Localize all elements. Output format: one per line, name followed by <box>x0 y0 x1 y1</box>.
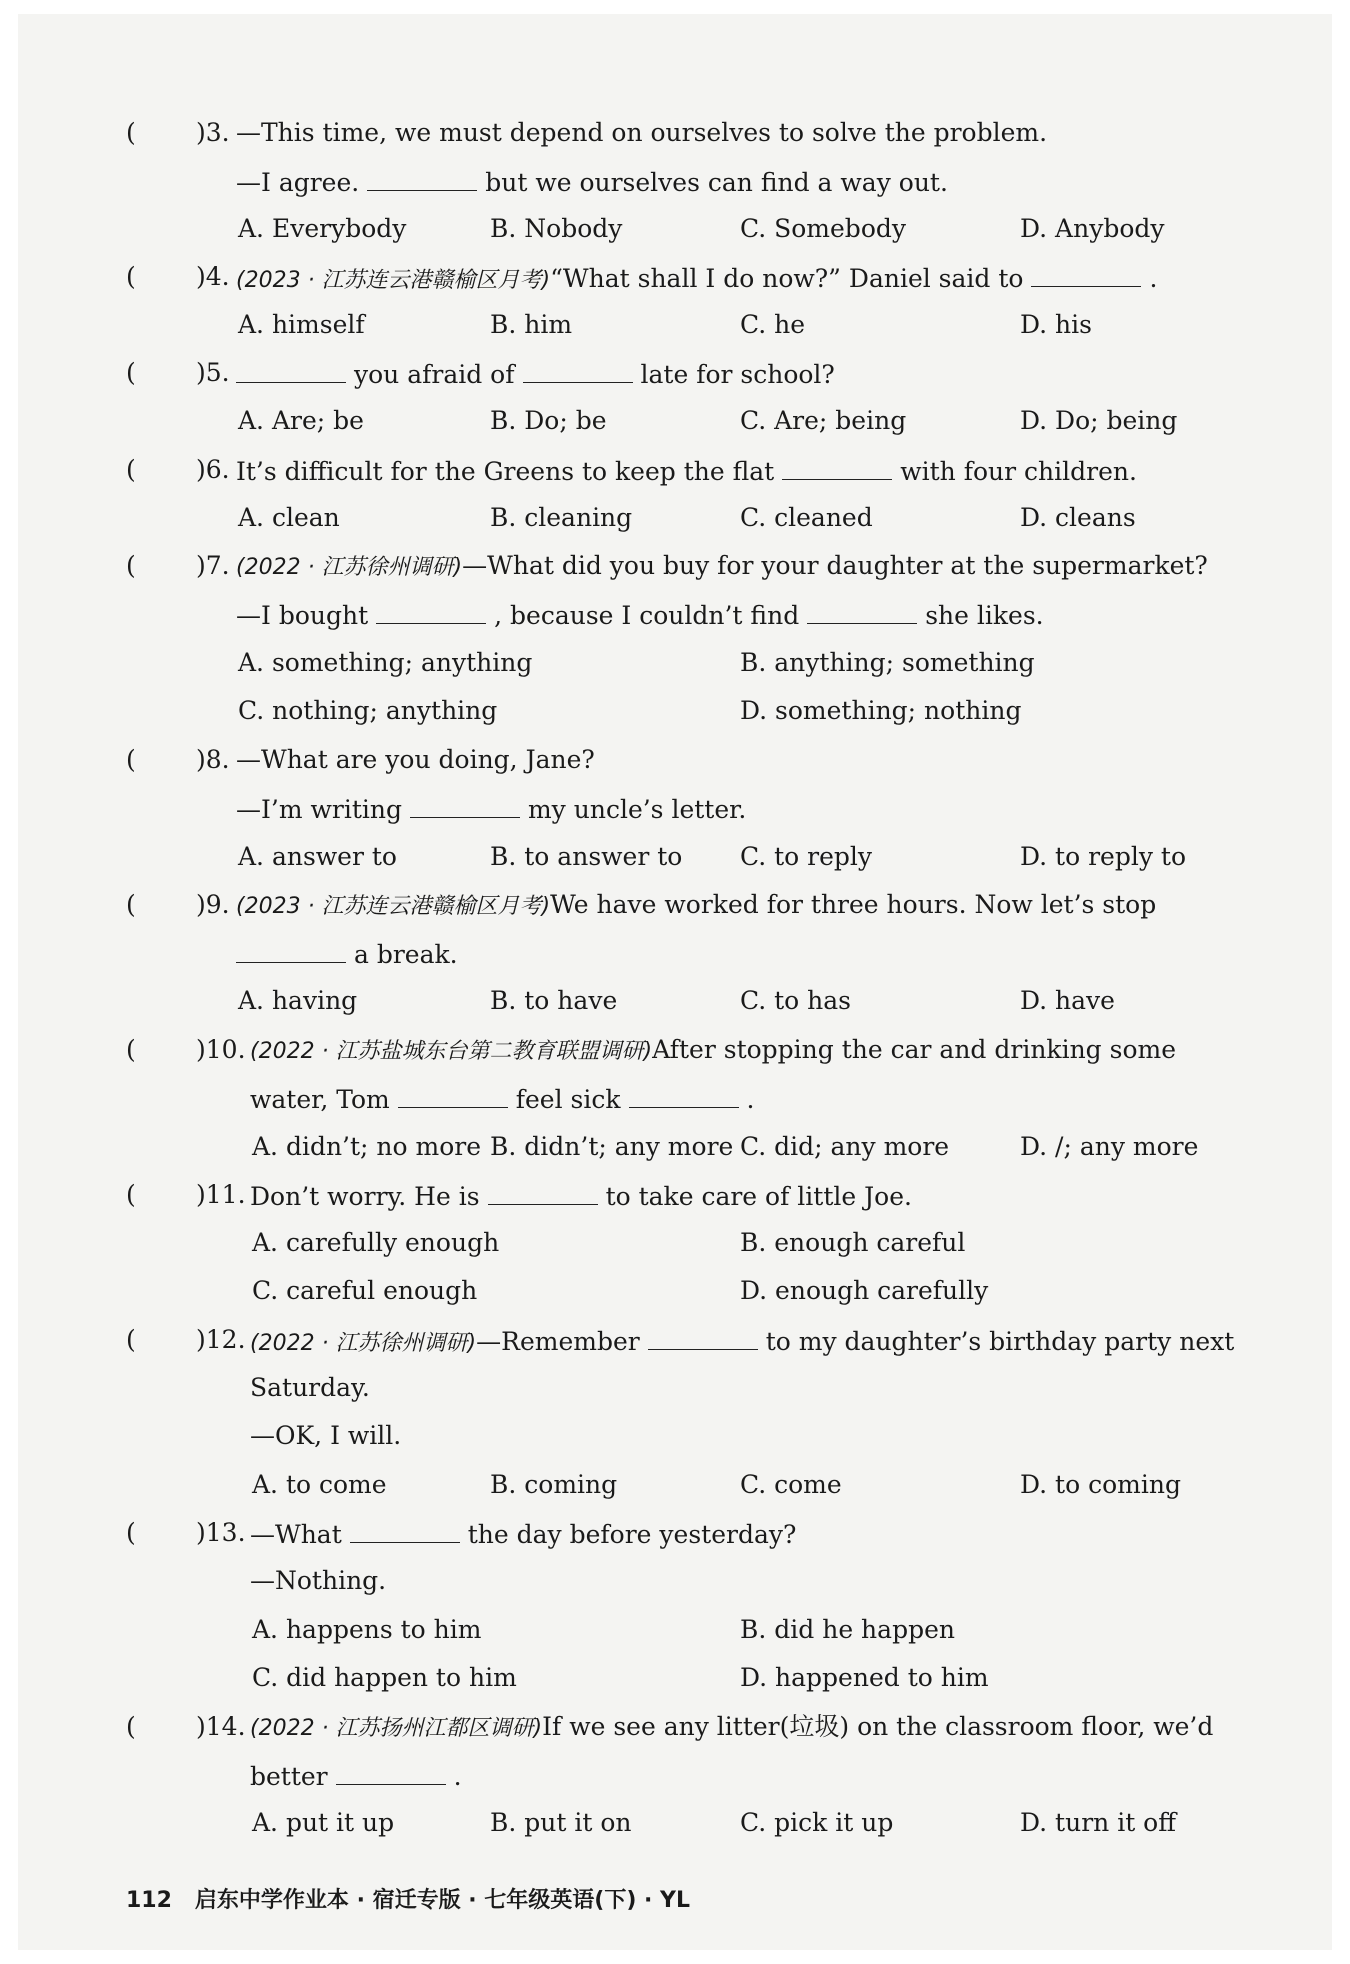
answer-blank <box>807 599 917 624</box>
question-source: (2023 · 江苏连云港赣榆区月考) <box>236 268 551 293</box>
question-13-line-2: —Nothing. <box>250 1566 387 1595</box>
question-source: (2022 · 江苏徐州调研) <box>236 555 463 580</box>
answer-blank <box>350 1518 460 1543</box>
option-b: B. did he happen <box>740 1615 955 1644</box>
option-a: A. didn’t; no more <box>252 1132 482 1161</box>
answer-blank <box>523 358 633 383</box>
option-d: D. cleans <box>1020 503 1136 532</box>
question-number-4: )4. <box>196 262 230 291</box>
option-c: C. nothing; anything <box>238 696 498 725</box>
answer-paren-12: ( <box>126 1325 136 1354</box>
option-b: B. Nobody <box>490 214 623 243</box>
question-13-line-1: —What the day before yesterday? <box>250 1520 797 1549</box>
option-d: D. enough carefully <box>740 1276 989 1305</box>
question-number-6: )6. <box>196 455 230 484</box>
answer-blank <box>236 938 346 963</box>
option-d: D. his <box>1020 310 1092 339</box>
option-b: B. to have <box>490 986 618 1015</box>
answer-paren-9: ( <box>126 890 136 919</box>
answer-paren-4: ( <box>126 262 136 291</box>
option-b: B. put it on <box>490 1808 632 1837</box>
question-12-line-3: —OK, I will. <box>250 1421 402 1450</box>
option-c: C. did; any more <box>740 1132 950 1161</box>
question-12-line-1: (2022 · 江苏徐州调研)—Remember to my daughter’s birthday party next <box>250 1327 1235 1356</box>
option-c: C. to has <box>740 986 852 1015</box>
option-a: A. having <box>238 986 358 1015</box>
option-c: C. careful enough <box>252 1276 478 1305</box>
option-a: A. happens to him <box>252 1615 482 1644</box>
answer-paren-11: ( <box>126 1180 136 1209</box>
option-b: B. Do; be <box>490 406 607 435</box>
option-c: C. Somebody <box>740 214 906 243</box>
option-b: B. coming <box>490 1470 618 1499</box>
question-number-8: )8. <box>196 745 230 774</box>
answer-paren-6: ( <box>126 455 136 484</box>
workbook-page <box>18 14 1332 1950</box>
option-c: C. cleaned <box>740 503 873 532</box>
option-b: B. to answer to <box>490 842 683 871</box>
question-8-line-2: —I’m writing my uncle’s letter. <box>236 795 747 824</box>
book-title: 启东中学作业本 · 宿迁专版 · 七年级英语(下) · YL <box>194 1888 691 1913</box>
question-number-3: )3. <box>196 118 230 147</box>
question-6-line-1: It’s difficult for the Greens to keep the flat with four children. <box>236 457 1137 486</box>
option-b: B. him <box>490 310 573 339</box>
option-a: A. clean <box>238 503 340 532</box>
option-d: D. Do; being <box>1020 406 1178 435</box>
option-a: A. to come <box>252 1470 387 1499</box>
question-10-line-1: (2022 · 江苏盐城东台第二教育联盟调研)After stopping the car and drinking some <box>250 1035 1177 1064</box>
answer-blank <box>410 793 520 818</box>
option-a: A. Are; be <box>238 406 364 435</box>
answer-blank <box>336 1760 446 1785</box>
answer-paren-14: ( <box>126 1712 136 1741</box>
question-14-line-2: better . <box>250 1762 462 1791</box>
question-source: (2022 · 江苏扬州江都区调研) <box>250 1716 543 1741</box>
option-c: C. Are; being <box>740 406 907 435</box>
answer-blank <box>236 358 346 383</box>
question-source: (2023 · 江苏连云港赣榆区月考) <box>236 894 551 919</box>
option-d: D. have <box>1020 986 1115 1015</box>
question-number-13: )13. <box>196 1518 246 1547</box>
option-d: D. Anybody <box>1020 214 1165 243</box>
option-a: A. Everybody <box>238 214 407 243</box>
page-footer <box>126 1883 690 1914</box>
question-11-line-1: Don’t worry. He is to take care of little Joe. <box>250 1182 912 1211</box>
question-number-14: )14. <box>196 1712 246 1741</box>
question-source: (2022 · 江苏徐州调研) <box>250 1331 477 1356</box>
question-7-line-2: —I bought , because I couldn’t find she likes. <box>236 601 1044 630</box>
question-number-5: )5. <box>196 358 230 387</box>
answer-paren-5: ( <box>126 358 136 387</box>
answer-paren-7: ( <box>126 551 136 580</box>
answer-blank <box>367 166 477 191</box>
option-a: A. himself <box>238 310 365 339</box>
question-number-11: )11. <box>196 1180 246 1209</box>
question-3-line-2: —I agree. but we ourselves can find a way out. <box>236 168 948 197</box>
question-8-line-1: —What are you doing, Jane? <box>236 745 595 774</box>
question-number-12: )12. <box>196 1325 246 1354</box>
option-c: C. to reply <box>740 842 873 871</box>
option-d: D. /; any more <box>1020 1132 1199 1161</box>
option-b: B. cleaning <box>490 503 633 532</box>
option-a: A. something; anything <box>238 648 533 677</box>
option-a: A. answer to <box>238 842 397 871</box>
question-9-line-1: (2023 · 江苏连云港赣榆区月考)We have worked for three hours. Now let’s stop <box>236 890 1157 919</box>
option-c: C. come <box>740 1470 842 1499</box>
option-c: C. he <box>740 310 806 339</box>
option-b: B. anything; something <box>740 648 1035 677</box>
option-a: A. put it up <box>252 1808 395 1837</box>
answer-blank <box>398 1083 508 1108</box>
option-d: D. happened to him <box>740 1663 989 1692</box>
answer-blank <box>376 599 486 624</box>
question-12-line-2: Saturday. <box>250 1373 370 1402</box>
answer-paren-10: ( <box>126 1035 136 1064</box>
option-d: D. turn it off <box>1020 1808 1176 1837</box>
question-10-line-2: water, Tom feel sick . <box>250 1085 755 1114</box>
option-a: A. carefully enough <box>252 1228 500 1257</box>
answer-blank <box>782 455 892 480</box>
question-7-line-1: (2022 · 江苏徐州调研)—What did you buy for your daughter at the supermarket? <box>236 551 1208 580</box>
answer-blank <box>488 1180 598 1205</box>
question-number-9: )9. <box>196 890 230 919</box>
question-number-7: )7. <box>196 551 230 580</box>
option-b: B. didn’t; any more <box>490 1132 734 1161</box>
question-4-line-1: (2023 · 江苏连云港赣榆区月考)“What shall I do now?” Daniel said to . <box>236 264 1158 293</box>
option-c: C. pick it up <box>740 1808 894 1837</box>
question-14-line-1: (2022 · 江苏扬州江都区调研)If we see any litter(垃圾) on the classroom floor, we’d <box>250 1712 1214 1741</box>
question-number-10: )10. <box>196 1035 246 1064</box>
option-b: B. enough careful <box>740 1228 966 1257</box>
answer-blank <box>648 1325 758 1350</box>
option-d: D. to reply to <box>1020 842 1187 871</box>
question-5-line-1: you afraid of late for school? <box>228 358 835 390</box>
answer-paren-8: ( <box>126 745 136 774</box>
question-9-line-2: a break. <box>228 938 458 970</box>
page-number: 112 <box>126 1888 172 1913</box>
question-3-line-1: —This time, we must depend on ourselves to solve the problem. <box>236 118 1048 147</box>
answer-paren-3: ( <box>126 118 136 147</box>
question-source: (2022 · 江苏盐城东台第二教育联盟调研) <box>250 1039 653 1064</box>
option-c: C. did happen to him <box>252 1663 517 1692</box>
answer-paren-13: ( <box>126 1518 136 1547</box>
option-d: D. something; nothing <box>740 696 1022 725</box>
answer-blank <box>1031 262 1141 287</box>
answer-blank <box>629 1083 739 1108</box>
option-d: D. to coming <box>1020 1470 1181 1499</box>
